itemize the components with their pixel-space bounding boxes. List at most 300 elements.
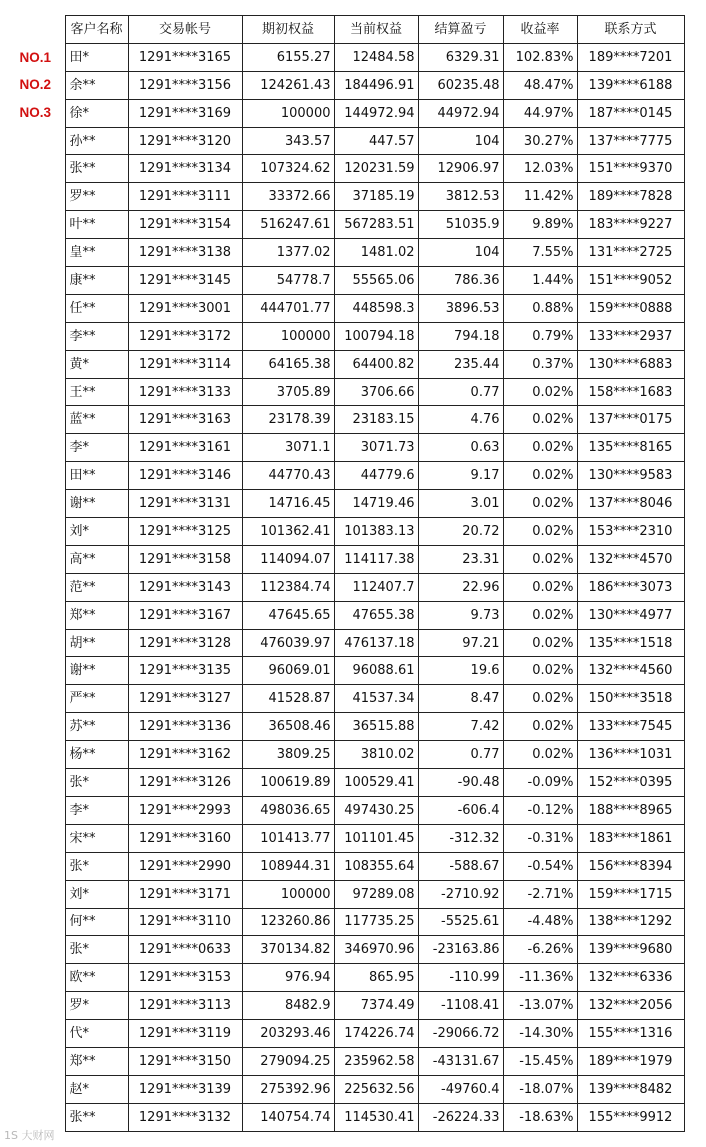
rank-label <box>6 1075 65 1103</box>
cell-return-rate: 12.03% <box>503 155 577 183</box>
cell-initial-equity: 343.57 <box>242 127 334 155</box>
cell-customer-name: 高** <box>65 545 128 573</box>
cell-return-rate: -15.45% <box>503 1047 577 1075</box>
rank-label <box>6 462 65 490</box>
cell-customer-name: 皇** <box>65 239 128 267</box>
cell-settlement-pnl: -606.4 <box>418 796 503 824</box>
cell-contact: 186****3073 <box>577 573 684 601</box>
cell-account: 1291****3161 <box>128 434 242 462</box>
cell-account: 1291****3156 <box>128 71 242 99</box>
cell-current-equity: 23183.15 <box>334 406 418 434</box>
col-header-initial-equity: 期初权益 <box>242 16 334 44</box>
cell-customer-name: 李* <box>65 796 128 824</box>
table-row <box>6 1020 684 1048</box>
cell-account: 1291****3171 <box>128 880 242 908</box>
cell-account: 1291****3113 <box>128 992 242 1020</box>
cell-contact: 137****7775 <box>577 127 684 155</box>
cell-current-equity: 112407.7 <box>334 573 418 601</box>
cell-contact: 159****1715 <box>577 880 684 908</box>
col-header-name: 客户名称 <box>65 16 128 44</box>
cell-settlement-pnl: 20.72 <box>418 518 503 546</box>
table-row <box>6 239 684 267</box>
cell-customer-name: 蓝** <box>65 406 128 434</box>
cell-contact: 151****9370 <box>577 155 684 183</box>
ranking-table <box>6 15 685 1132</box>
rank-label <box>6 741 65 769</box>
rank-label <box>6 936 65 964</box>
cell-settlement-pnl: 3812.53 <box>418 183 503 211</box>
cell-current-equity: 114117.38 <box>334 545 418 573</box>
cell-customer-name: 王** <box>65 378 128 406</box>
cell-customer-name: 田** <box>65 462 128 490</box>
cell-initial-equity: 140754.74 <box>242 1103 334 1131</box>
cell-customer-name: 杨** <box>65 741 128 769</box>
cell-account: 1291****3125 <box>128 518 242 546</box>
cell-settlement-pnl: 0.77 <box>418 378 503 406</box>
cell-settlement-pnl: 6329.31 <box>418 43 503 71</box>
table-row <box>6 490 684 518</box>
cell-customer-name: 郑** <box>65 601 128 629</box>
cell-return-rate: -0.09% <box>503 769 577 797</box>
table-row <box>6 824 684 852</box>
cell-customer-name: 李* <box>65 434 128 462</box>
cell-settlement-pnl: 22.96 <box>418 573 503 601</box>
cell-current-equity: 225632.56 <box>334 1075 418 1103</box>
table-row <box>6 1103 684 1131</box>
cell-return-rate: 0.02% <box>503 406 577 434</box>
cell-customer-name: 刘* <box>65 518 128 546</box>
rank-label <box>6 601 65 629</box>
table-row <box>6 71 684 99</box>
cell-initial-equity: 54778.7 <box>242 267 334 295</box>
cell-current-equity: 100529.41 <box>334 769 418 797</box>
cell-settlement-pnl: 0.63 <box>418 434 503 462</box>
col-header-return-rate: 收益率 <box>503 16 577 44</box>
table-row <box>6 518 684 546</box>
cell-return-rate: -0.12% <box>503 796 577 824</box>
cell-return-rate: -18.07% <box>503 1075 577 1103</box>
cell-settlement-pnl: 104 <box>418 127 503 155</box>
rank-label <box>6 992 65 1020</box>
cell-account: 1291****3120 <box>128 127 242 155</box>
cell-initial-equity: 100000 <box>242 880 334 908</box>
cell-return-rate: 30.27% <box>503 127 577 155</box>
table-row <box>6 741 684 769</box>
cell-settlement-pnl: 104 <box>418 239 503 267</box>
cell-contact: 153****2310 <box>577 518 684 546</box>
cell-settlement-pnl: 12906.97 <box>418 155 503 183</box>
watermark: 1S 大财网 <box>4 1129 55 1142</box>
cell-current-equity: 865.95 <box>334 964 418 992</box>
cell-return-rate: -11.36% <box>503 964 577 992</box>
cell-current-equity: 174226.74 <box>334 1020 418 1048</box>
rank-label <box>6 518 65 546</box>
rank-label <box>6 796 65 824</box>
cell-account: 1291****2990 <box>128 852 242 880</box>
cell-customer-name: 范** <box>65 573 128 601</box>
cell-settlement-pnl: 786.36 <box>418 267 503 295</box>
cell-return-rate: 0.37% <box>503 350 577 378</box>
rank-label: NO.2 <box>19 77 51 93</box>
cell-settlement-pnl: -2710.92 <box>418 880 503 908</box>
cell-settlement-pnl: -312.32 <box>418 824 503 852</box>
table-row <box>6 629 684 657</box>
cell-return-rate: -6.26% <box>503 936 577 964</box>
table-row <box>6 685 684 713</box>
cell-settlement-pnl: -29066.72 <box>418 1020 503 1048</box>
cell-initial-equity: 107324.62 <box>242 155 334 183</box>
rank-label <box>6 1047 65 1075</box>
rank-label <box>6 406 65 434</box>
cell-contact: 159****0888 <box>577 294 684 322</box>
cell-initial-equity: 370134.82 <box>242 936 334 964</box>
cell-contact: 130****4977 <box>577 601 684 629</box>
cell-contact: 130****6883 <box>577 350 684 378</box>
cell-contact: 187****0145 <box>577 99 684 127</box>
rank-label <box>6 769 65 797</box>
rank-label <box>6 294 65 322</box>
cell-return-rate: 0.02% <box>503 713 577 741</box>
table-row <box>6 378 684 406</box>
cell-customer-name: 欧** <box>65 964 128 992</box>
cell-current-equity: 184496.91 <box>334 71 418 99</box>
cell-return-rate: 44.97% <box>503 99 577 127</box>
cell-contact: 133****7545 <box>577 713 684 741</box>
cell-contact: 189****7201 <box>577 43 684 71</box>
cell-current-equity: 476137.18 <box>334 629 418 657</box>
cell-current-equity: 14719.46 <box>334 490 418 518</box>
cell-initial-equity: 6155.27 <box>242 43 334 71</box>
cell-initial-equity: 14716.45 <box>242 490 334 518</box>
rank-label <box>6 127 65 155</box>
cell-initial-equity: 476039.97 <box>242 629 334 657</box>
cell-initial-equity: 8482.9 <box>242 992 334 1020</box>
cell-settlement-pnl: -49760.4 <box>418 1075 503 1103</box>
table-row <box>6 1075 684 1103</box>
cell-current-equity: 117735.25 <box>334 908 418 936</box>
cell-contact: 188****8965 <box>577 796 684 824</box>
cell-settlement-pnl: 794.18 <box>418 322 503 350</box>
cell-return-rate: 0.02% <box>503 545 577 573</box>
cell-initial-equity: 47645.65 <box>242 601 334 629</box>
cell-contact: 156****8394 <box>577 852 684 880</box>
cell-contact: 152****0395 <box>577 769 684 797</box>
cell-account: 1291****3138 <box>128 239 242 267</box>
cell-return-rate: 48.47% <box>503 71 577 99</box>
cell-return-rate: 11.42% <box>503 183 577 211</box>
cell-initial-equity: 100000 <box>242 322 334 350</box>
cell-settlement-pnl: 19.6 <box>418 657 503 685</box>
cell-customer-name: 张** <box>65 1103 128 1131</box>
cell-customer-name: 田* <box>65 43 128 71</box>
cell-account: 1291****3154 <box>128 211 242 239</box>
cell-current-equity: 3071.73 <box>334 434 418 462</box>
cell-customer-name: 胡** <box>65 629 128 657</box>
cell-contact: 136****1031 <box>577 741 684 769</box>
cell-account: 1291****3145 <box>128 267 242 295</box>
cell-current-equity: 12484.58 <box>334 43 418 71</box>
cell-settlement-pnl: 7.42 <box>418 713 503 741</box>
cell-contact: 131****2725 <box>577 239 684 267</box>
cell-settlement-pnl: -43131.67 <box>418 1047 503 1075</box>
cell-current-equity: 235962.58 <box>334 1047 418 1075</box>
cell-settlement-pnl: 3896.53 <box>418 294 503 322</box>
cell-current-equity: 36515.88 <box>334 713 418 741</box>
cell-current-equity: 55565.06 <box>334 267 418 295</box>
cell-current-equity: 144972.94 <box>334 99 418 127</box>
cell-return-rate: -2.71% <box>503 880 577 908</box>
rank-label <box>6 434 65 462</box>
cell-settlement-pnl: 97.21 <box>418 629 503 657</box>
cell-account: 1291****3135 <box>128 657 242 685</box>
cell-settlement-pnl: 235.44 <box>418 350 503 378</box>
cell-contact: 133****2937 <box>577 322 684 350</box>
table-row <box>6 936 684 964</box>
table-row <box>6 796 684 824</box>
rank-label <box>6 685 65 713</box>
cell-return-rate: 0.02% <box>503 573 577 601</box>
cell-contact: 151****9052 <box>577 267 684 295</box>
cell-initial-equity: 101362.41 <box>242 518 334 546</box>
cell-initial-equity: 3071.1 <box>242 434 334 462</box>
table-row <box>6 992 684 1020</box>
cell-customer-name: 何** <box>65 908 128 936</box>
cell-initial-equity: 108944.31 <box>242 852 334 880</box>
cell-return-rate: 0.02% <box>503 490 577 518</box>
rank-label <box>6 211 65 239</box>
cell-contact: 155****9912 <box>577 1103 684 1131</box>
cell-account: 1291****3162 <box>128 741 242 769</box>
cell-account: 1291****3165 <box>128 43 242 71</box>
table-row <box>6 434 684 462</box>
cell-return-rate: 0.02% <box>503 685 577 713</box>
table-row <box>6 880 684 908</box>
cell-initial-equity: 112384.74 <box>242 573 334 601</box>
cell-contact: 132****4560 <box>577 657 684 685</box>
cell-initial-equity: 41528.87 <box>242 685 334 713</box>
table-row <box>6 713 684 741</box>
cell-settlement-pnl: -110.99 <box>418 964 503 992</box>
cell-return-rate: 0.79% <box>503 322 577 350</box>
table-row <box>6 1047 684 1075</box>
cell-initial-equity: 114094.07 <box>242 545 334 573</box>
cell-customer-name: 叶** <box>65 211 128 239</box>
cell-account: 1291****3111 <box>128 183 242 211</box>
cell-initial-equity: 100000 <box>242 99 334 127</box>
cell-settlement-pnl: -26224.33 <box>418 1103 503 1131</box>
cell-settlement-pnl: -90.48 <box>418 769 503 797</box>
cell-initial-equity: 124261.43 <box>242 71 334 99</box>
cell-initial-equity: 64165.38 <box>242 350 334 378</box>
rank-label <box>6 545 65 573</box>
rank-label <box>6 350 65 378</box>
cell-settlement-pnl: -5525.61 <box>418 908 503 936</box>
rank-label: NO.1 <box>19 49 51 65</box>
cell-account: 1291****3132 <box>128 1103 242 1131</box>
rank-label: NO.3 <box>19 105 51 121</box>
table-row <box>6 573 684 601</box>
cell-settlement-pnl: -23163.86 <box>418 936 503 964</box>
cell-return-rate: -14.30% <box>503 1020 577 1048</box>
cell-customer-name: 黄* <box>65 350 128 378</box>
table-row <box>6 462 684 490</box>
cell-current-equity: 97289.08 <box>334 880 418 908</box>
cell-current-equity: 64400.82 <box>334 350 418 378</box>
table-row <box>6 211 684 239</box>
cell-account: 1291****3133 <box>128 378 242 406</box>
cell-contact: 150****3518 <box>577 685 684 713</box>
cell-return-rate: 0.02% <box>503 434 577 462</box>
table-row <box>6 155 684 183</box>
table-row <box>6 43 684 71</box>
cell-current-equity: 44779.6 <box>334 462 418 490</box>
cell-account: 1291****3001 <box>128 294 242 322</box>
cell-settlement-pnl: 51035.9 <box>418 211 503 239</box>
cell-current-equity: 96088.61 <box>334 657 418 685</box>
cell-settlement-pnl: 9.73 <box>418 601 503 629</box>
header-row <box>6 16 684 44</box>
cell-account: 1291****3136 <box>128 713 242 741</box>
rank-label <box>6 824 65 852</box>
cell-settlement-pnl: 44972.94 <box>418 99 503 127</box>
cell-initial-equity: 279094.25 <box>242 1047 334 1075</box>
cell-settlement-pnl: 8.47 <box>418 685 503 713</box>
table-row <box>6 350 684 378</box>
cell-settlement-pnl: 0.77 <box>418 741 503 769</box>
cell-initial-equity: 1377.02 <box>242 239 334 267</box>
cell-contact: 183****1861 <box>577 824 684 852</box>
cell-customer-name: 张* <box>65 769 128 797</box>
cell-contact: 139****8482 <box>577 1075 684 1103</box>
cell-current-equity: 497430.25 <box>334 796 418 824</box>
table-row <box>6 964 684 992</box>
cell-return-rate: -0.31% <box>503 824 577 852</box>
cell-current-equity: 108355.64 <box>334 852 418 880</box>
cell-initial-equity: 101413.77 <box>242 824 334 852</box>
cell-customer-name: 严** <box>65 685 128 713</box>
rank-label <box>6 183 65 211</box>
cell-customer-name: 康** <box>65 267 128 295</box>
table-row <box>6 852 684 880</box>
rank-label <box>6 239 65 267</box>
rank-label <box>6 964 65 992</box>
cell-contact: 135****8165 <box>577 434 684 462</box>
cell-customer-name: 张* <box>65 852 128 880</box>
cell-current-equity: 448598.3 <box>334 294 418 322</box>
cell-customer-name: 徐* <box>65 99 128 127</box>
cell-initial-equity: 36508.46 <box>242 713 334 741</box>
cell-account: 1291****3146 <box>128 462 242 490</box>
cell-account: 1291****2993 <box>128 796 242 824</box>
cell-return-rate: 0.02% <box>503 462 577 490</box>
cell-initial-equity: 498036.65 <box>242 796 334 824</box>
cell-account: 1291****3110 <box>128 908 242 936</box>
cell-account: 1291****3134 <box>128 155 242 183</box>
cell-contact: 139****6188 <box>577 71 684 99</box>
cell-current-equity: 346970.96 <box>334 936 418 964</box>
table-row <box>6 267 684 295</box>
cell-current-equity: 120231.59 <box>334 155 418 183</box>
table-row <box>6 601 684 629</box>
cell-contact: 189****7828 <box>577 183 684 211</box>
cell-initial-equity: 275392.96 <box>242 1075 334 1103</box>
cell-return-rate: 0.02% <box>503 629 577 657</box>
cell-current-equity: 3706.66 <box>334 378 418 406</box>
cell-current-equity: 47655.38 <box>334 601 418 629</box>
col-header-account: 交易帐号 <box>128 16 242 44</box>
cell-return-rate: 0.02% <box>503 657 577 685</box>
table-row <box>6 99 684 127</box>
rank-label <box>6 155 65 183</box>
table-row <box>6 406 684 434</box>
cell-customer-name: 余** <box>65 71 128 99</box>
cell-settlement-pnl: -588.67 <box>418 852 503 880</box>
table-row <box>6 908 684 936</box>
cell-return-rate: 0.02% <box>503 741 577 769</box>
cell-return-rate: 0.02% <box>503 601 577 629</box>
cell-settlement-pnl: -1108.41 <box>418 992 503 1020</box>
cell-account: 1291****3163 <box>128 406 242 434</box>
cell-initial-equity: 123260.86 <box>242 908 334 936</box>
cell-contact: 135****1518 <box>577 629 684 657</box>
cell-customer-name: 宋** <box>65 824 128 852</box>
cell-account: 1291****3131 <box>128 490 242 518</box>
cell-current-equity: 41537.34 <box>334 685 418 713</box>
cell-return-rate: 0.02% <box>503 518 577 546</box>
cell-account: 1291****3172 <box>128 322 242 350</box>
cell-customer-name: 赵* <box>65 1075 128 1103</box>
table-row <box>6 294 684 322</box>
cell-return-rate: 0.88% <box>503 294 577 322</box>
cell-account: 1291****3114 <box>128 350 242 378</box>
cell-contact: 158****1683 <box>577 378 684 406</box>
table-row <box>6 545 684 573</box>
cell-customer-name: 任** <box>65 294 128 322</box>
cell-account: 1291****3139 <box>128 1075 242 1103</box>
cell-return-rate: 102.83% <box>503 43 577 71</box>
rank-label <box>6 490 65 518</box>
cell-initial-equity: 976.94 <box>242 964 334 992</box>
cell-return-rate: 9.89% <box>503 211 577 239</box>
cell-return-rate: -13.07% <box>503 992 577 1020</box>
rank-label <box>6 322 65 350</box>
table-row <box>6 657 684 685</box>
cell-current-equity: 3810.02 <box>334 741 418 769</box>
cell-account: 1291****3143 <box>128 573 242 601</box>
cell-contact: 132****4570 <box>577 545 684 573</box>
cell-initial-equity: 96069.01 <box>242 657 334 685</box>
cell-contact: 130****9583 <box>577 462 684 490</box>
cell-current-equity: 101383.13 <box>334 518 418 546</box>
cell-initial-equity: 3809.25 <box>242 741 334 769</box>
rank-label <box>6 713 65 741</box>
cell-contact: 137****8046 <box>577 490 684 518</box>
cell-current-equity: 447.57 <box>334 127 418 155</box>
cell-settlement-pnl: 3.01 <box>418 490 503 518</box>
rank-label <box>6 573 65 601</box>
cell-contact: 137****0175 <box>577 406 684 434</box>
cell-customer-name: 罗** <box>65 183 128 211</box>
cell-return-rate: -4.48% <box>503 908 577 936</box>
cell-current-equity: 567283.51 <box>334 211 418 239</box>
cell-customer-name: 郑** <box>65 1047 128 1075</box>
cell-contact: 139****9680 <box>577 936 684 964</box>
cell-customer-name: 谢** <box>65 490 128 518</box>
rank-label <box>6 880 65 908</box>
cell-account: 1291****3127 <box>128 685 242 713</box>
rank-header-blank <box>6 16 65 44</box>
cell-customer-name: 谢** <box>65 657 128 685</box>
